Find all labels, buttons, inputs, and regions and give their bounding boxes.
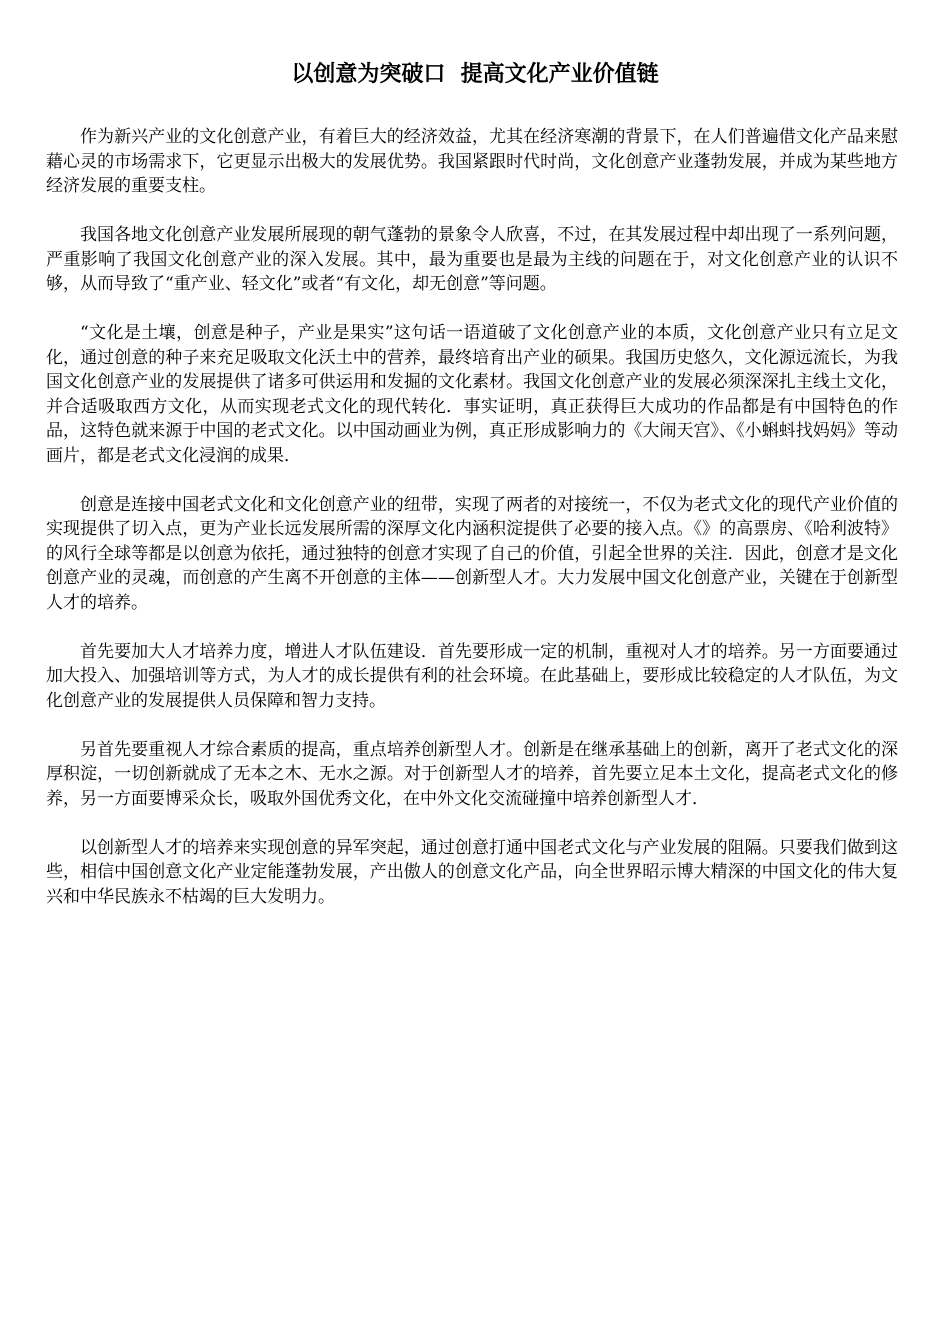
paragraph-1: 作为新兴产业的文化创意产业，有着巨大的经济效益，尤其在经济寒潮的背景下，在人们普遍借文化产品来慰藉心灵的市场需求下，它更显示出极大的发展优势。我国紧跟时代时尚，文化创意产业蓬勃发展，并成为某些地方经济发展的重要支柱。 [46,127,898,196]
document-body [46,125,898,934]
paragraph-4: 创意是连接中国老式文化和文化创意产业的纽带，实现了两者的对接统一，不仅为老式文化的现代产业价值的实现提供了切入点，更为产业长远发展所需的深厚文化内涵积淀提供了必要的接入点。《》的高票房、《哈利波特》的风行全球等都是以创意为依托，通过独特的创意才实现了自己的价值，引起全世界的关注．因此，创意才是文化创意产业的灵魂，而创意的产生离不开创意的主体——创新型人才。大力发展中国文化创意产业，关键在于创新型人才的培养。 [46,494,898,613]
document-title: 以创意为突破口 提高文化产业价值链 [291,61,659,87]
paragraph-5: 首先要加大人才培养力度，增进人才队伍建设．首先要形成一定的机制，重视对人才的培养。另一方面要通过加大投入、加强培训等方式，为人才的成长提供有利的社会环境。在此基础上，要形成比较稳定的人才队伍，为文化创意产业的发展提供人员保障和智力支持。 [46,641,898,711]
paragraph-2: 我国各地文化创意产业发展所展现的朝气蓬勃的景象令人欣喜，不过，在其发展过程中却出现了一系列问题，严重影响了我国文化创意产业的深入发展。其中，最为重要也是最为主线的问题在于，对文化创意产业的认识不够，从而导致了“重产业、轻文化”或者“有文化，却无创意”等问题。 [46,225,898,294]
paragraph-7: 以创新型人才的培养来实现创意的异军突起，通过创意打通中国老式文化与产业发展的阻隔。只要我们做到这些，相信中国创意文化产业定能蓬勃发展，产出傲人的创意文化产品，向全世界昭示博大精深的中国文化的伟大复兴和中华民族永不枯竭的巨大发明力。 [46,837,898,907]
paragraph-3: “文化是土壤，创意是种子，产业是果实”这句话一语道破了文化创意产业的本质，文化创意产业只有立足文化，通过创意的种子来充足吸取文化沃土中的营养，最终培育出产业的硕果。我国历史悠久，文化源远流长，为我国文化创意产业的发展提供了诸多可供运用和发掘的文化素材。我国文化创意产业的发展必须深深扎主线土文化，并合适吸取西方文化，从而实现老式文化的现代转化．事实证明，真正获得巨大成功的作品都是有中国特色的作品，这特色就来源于中国的老式文化。以中国动画业为例，真正形成影响力的《大闹天宫》、《小蝌蚪找妈妈》等动画片，都是老式文化浸润的成果． [46,323,898,466]
paragraph-6: 另首先要重视人才综合素质的提高，重点培养创新型人才。创新是在继承基础上的创新，离开了老式文化的深厚积淀，一切创新就成了无本之木、无水之源。对于创新型人才的培养，首先要立足本土文化，提高老式文化的修养，另一方面要博采众长，吸取外国优秀文化，在中外文化交流碰撞中培养创新型人才． [46,739,898,809]
